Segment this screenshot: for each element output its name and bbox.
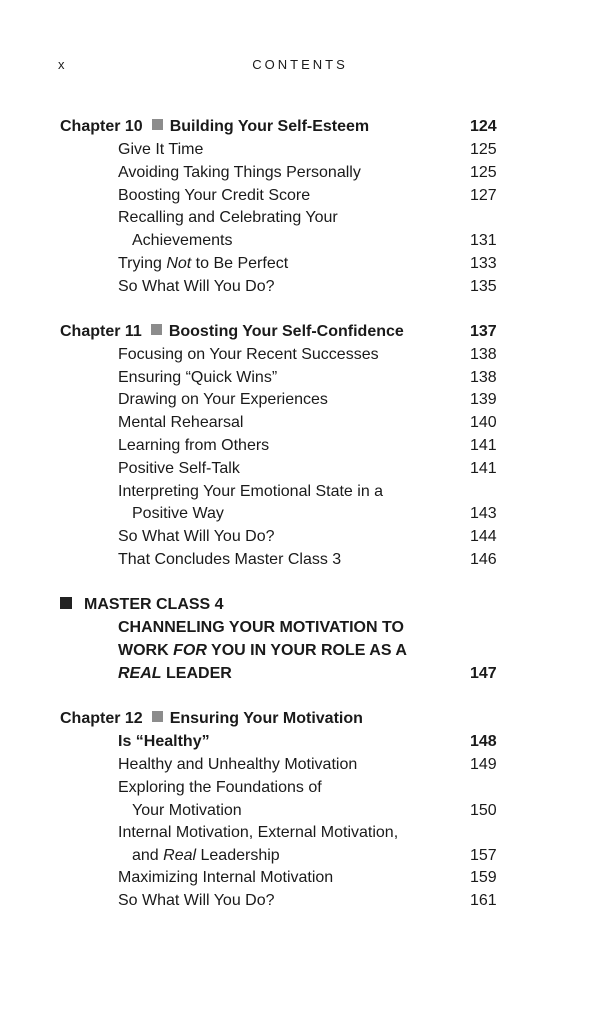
toc-entry[interactable]: Exploring the Foundations of: [118, 779, 322, 796]
chapter-title: Boosting Your Self-Confidence: [168, 323, 404, 340]
master-class-4-heading[interactable]: [60, 595, 224, 615]
chapter-title: Ensuring Your Motivation: [169, 710, 363, 727]
square-bullet-icon: [152, 119, 163, 130]
toc-entry[interactable]: So What Will You Do?: [118, 278, 275, 295]
toc-page: 131: [470, 232, 497, 249]
toc-page: 125: [470, 164, 497, 181]
toc-entry[interactable]: That Concludes Master Class 3: [118, 551, 342, 568]
toc-page: 139: [470, 391, 497, 408]
master-class-title-line[interactable]: [118, 664, 232, 684]
toc-page: 138: [470, 346, 497, 363]
toc-page: 146: [470, 551, 497, 568]
chapter-11-heading[interactable]: [60, 322, 404, 342]
toc-page: 144: [470, 528, 497, 545]
master-class-4-page: 147: [470, 665, 497, 682]
toc-entry[interactable]: Interpreting Your Emotional State in a: [118, 483, 384, 500]
toc-entry[interactable]: So What Will You Do?: [118, 528, 275, 545]
chapter-10-page: 124: [470, 118, 497, 135]
square-bullet-icon: [60, 597, 72, 609]
entry-text: and: [132, 847, 164, 864]
toc-page: 133: [470, 255, 497, 272]
chapter-label: Chapter 12: [60, 710, 143, 727]
chapter-title: Building Your Self-Esteem: [169, 118, 370, 135]
toc-entry[interactable]: Positive Self-Talk: [118, 460, 240, 477]
chapter-12-heading[interactable]: [60, 709, 363, 729]
toc-entry[interactable]: Avoiding Taking Things Personally: [118, 164, 361, 181]
toc-entry[interactable]: So What Will You Do?: [118, 892, 275, 909]
master-class-label: MASTER CLASS 4: [84, 596, 224, 613]
entry-text: to Be Perfect: [191, 255, 289, 272]
toc-page: 150: [470, 802, 497, 819]
toc-page: 159: [470, 869, 497, 886]
title-text: YOU IN YOUR ROLE AS A: [206, 642, 407, 659]
toc-entry-continuation[interactable]: [132, 846, 280, 866]
page-number: x: [58, 57, 65, 72]
toc-page: 143: [470, 505, 497, 522]
toc-entry[interactable]: Recalling and Celebrating Your: [118, 209, 338, 226]
square-bullet-icon: [151, 324, 162, 335]
toc-page: 141: [470, 437, 497, 454]
square-bullet-icon: [152, 711, 163, 722]
toc-page: 135: [470, 278, 497, 295]
title-emphasis: REAL: [118, 665, 162, 682]
toc-entry[interactable]: [118, 254, 288, 274]
toc-entry-continuation[interactable]: Positive Way: [132, 505, 224, 522]
toc-entry-continuation[interactable]: Your Motivation: [132, 802, 242, 819]
chapter-label: Chapter 11: [60, 323, 142, 340]
master-class-title-line[interactable]: CHANNELING YOUR MOTIVATION TO: [118, 619, 404, 636]
toc-page: 141: [470, 460, 497, 477]
running-head: CONTENTS: [252, 57, 348, 72]
master-class-title-line[interactable]: [118, 641, 407, 661]
toc-entry[interactable]: Boosting Your Credit Score: [118, 187, 311, 204]
toc-entry[interactable]: Drawing on Your Experiences: [118, 391, 328, 408]
chapter-title-continuation[interactable]: Is “Healthy”: [118, 733, 210, 750]
toc-page: 127: [470, 187, 497, 204]
toc-entry[interactable]: Focusing on Your Recent Successes: [118, 346, 379, 363]
toc-page: 138: [470, 369, 497, 386]
chapter-label: Chapter 10: [60, 118, 143, 135]
toc-entry[interactable]: Give It Time: [118, 141, 204, 158]
entry-emphasis: Not: [166, 255, 192, 272]
entry-text: Leadership: [196, 847, 280, 864]
toc-page: 149: [470, 756, 497, 773]
chapter-10-heading[interactable]: [60, 117, 369, 137]
chapter-12-page: 148: [470, 733, 497, 750]
toc-entry-continuation[interactable]: Achievements: [132, 232, 233, 249]
toc-entry[interactable]: Healthy and Unhealthy Motivation: [118, 756, 358, 773]
chapter-11-page: 137: [470, 323, 497, 340]
toc-page: 157: [470, 847, 497, 864]
toc-page: 161: [470, 892, 497, 909]
entry-text: Trying: [118, 255, 167, 272]
title-text: WORK: [118, 642, 174, 659]
title-emphasis: FOR: [173, 642, 207, 659]
toc-page: 125: [470, 141, 497, 158]
toc-page: 140: [470, 414, 497, 431]
toc-entry[interactable]: Internal Motivation, External Motivation,: [118, 824, 399, 841]
toc-entry[interactable]: Learning from Others: [118, 437, 270, 454]
entry-emphasis: Real: [163, 847, 197, 864]
toc-entry[interactable]: Maximizing Internal Motivation: [118, 869, 334, 886]
title-text: LEADER: [161, 665, 232, 682]
toc-entry[interactable]: Mental Rehearsal: [118, 414, 244, 431]
toc-entry[interactable]: Ensuring “Quick Wins”: [118, 369, 278, 386]
